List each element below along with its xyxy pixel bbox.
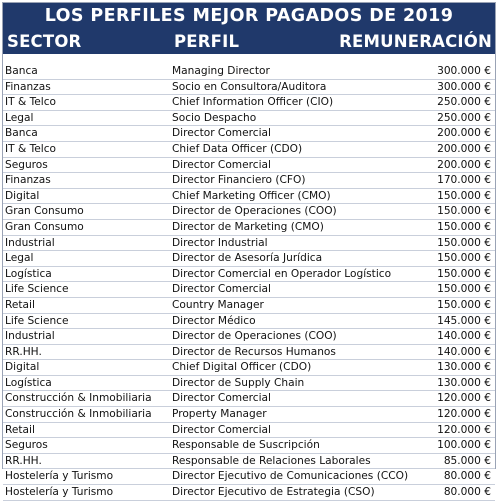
perfil-cell: Director Comercial en Operador Logístico: [172, 267, 392, 280]
sector-cell: IT & Telco: [5, 142, 57, 155]
sector-cell: Banca: [5, 127, 38, 140]
sector-cell: Life Science: [5, 283, 69, 296]
remuneracion-cell: 150.000 €: [437, 267, 491, 280]
perfil-cell: Property Manager: [172, 408, 267, 421]
table-row: [3, 485, 495, 501]
sector-cell: Retail: [5, 423, 35, 436]
perfil-cell: Director Comercial: [172, 392, 271, 405]
table-row: [3, 282, 495, 298]
sector-cell: Seguros: [5, 158, 48, 171]
remuneracion-cell: 150.000 €: [437, 252, 491, 265]
table-row: [3, 95, 495, 111]
table-row: [3, 80, 495, 96]
table-row: [3, 126, 495, 142]
table-row: [3, 469, 495, 485]
sector-cell: Hostelería y Turismo: [5, 470, 114, 483]
table-row: [3, 111, 495, 127]
perfil-cell: Chief Digital Officer (CDO): [172, 361, 312, 374]
sector-cell: Construcción & Inmobiliaria: [5, 392, 152, 405]
sector-cell: Seguros: [5, 439, 48, 452]
sector-cell: RR.HH.: [5, 345, 42, 358]
remuneracion-cell: 80.000 €: [443, 486, 491, 499]
perfil-cell: Director Industrial: [172, 236, 268, 249]
perfil-cell: Socio en Consultora/Auditora: [172, 80, 327, 93]
table-row: [3, 158, 495, 174]
perfil-cell: Managing Director: [172, 65, 270, 77]
sector-cell: Logística: [5, 267, 52, 280]
remuneracion-cell: 200.000 €: [437, 158, 491, 171]
remuneracion-cell: 200.000 €: [437, 142, 491, 155]
sector-cell: Industrial: [5, 236, 55, 249]
remuneracion-cell: 150.000 €: [437, 236, 491, 249]
table-title: LOS PERFILES MEJOR PAGADOS DE 2019: [3, 3, 495, 29]
sector-cell: Legal: [5, 252, 34, 265]
table-row: [3, 376, 495, 392]
table-row: [3, 345, 495, 361]
sector-cell: RR.HH.: [5, 454, 42, 467]
sector-cell: Gran Consumo: [5, 220, 84, 233]
perfil-cell: Country Manager: [172, 298, 264, 311]
perfil-cell: Director Médico: [172, 314, 256, 327]
sector-cell: Hostelería y Turismo: [5, 486, 114, 499]
table-row: [3, 454, 495, 470]
perfil-cell: Director de Operaciones (COO): [172, 330, 337, 343]
table-row: [3, 204, 495, 220]
table-row: [3, 173, 495, 189]
salary-table: [2, 2, 496, 499]
remuneracion-cell: 130.000 €: [437, 376, 491, 389]
sector-cell: Logística: [5, 376, 52, 389]
table-row: [3, 391, 495, 407]
perfil-cell: Director de Supply Chain: [172, 376, 305, 389]
perfil-cell: Director de Operaciones (COO): [172, 205, 337, 218]
perfil-cell: Responsable de Relaciones Laborales: [172, 454, 371, 467]
sector-cell: Gran Consumo: [5, 205, 84, 218]
perfil-cell: Chief Information Officer (CIO): [172, 96, 334, 109]
remuneracion-cell: 150.000 €: [437, 205, 491, 218]
perfil-cell: Director de Recursos Humanos: [172, 345, 336, 358]
remuneracion-cell: 150.000 €: [437, 189, 491, 202]
table-row: [3, 314, 495, 330]
remuneracion-cell: 150.000 €: [437, 220, 491, 233]
perfil-cell: Socio Despacho: [172, 111, 257, 124]
remuneracion-cell: 120.000 €: [437, 392, 491, 405]
remuneracion-cell: 100.000 €: [437, 439, 491, 452]
sector-cell: Finanzas: [5, 174, 51, 187]
table-row: [3, 329, 495, 345]
remuneracion-cell: 80.000 €: [443, 470, 491, 483]
table-row: [3, 267, 495, 283]
remuneracion-cell: 140.000 €: [437, 330, 491, 343]
column-header-sector: SECTOR: [7, 32, 82, 51]
remuneracion-cell: 250.000 €: [437, 96, 491, 109]
perfil-cell: Director Comercial: [172, 423, 271, 436]
table-row: [3, 407, 495, 423]
perfil-cell: Director Comercial: [172, 283, 271, 296]
table-row: [3, 189, 495, 205]
table-row: [3, 251, 495, 267]
table-row: [3, 220, 495, 236]
sector-cell: Life Science: [5, 314, 69, 327]
remuneracion-cell: 145.000 €: [437, 314, 491, 327]
remuneracion-cell: 140.000 €: [437, 345, 491, 358]
perfil-cell: Director de Marketing (CMO): [172, 220, 324, 233]
perfil-cell: Director Financiero (CFO): [172, 174, 306, 187]
remuneracion-cell: 250.000 €: [437, 111, 491, 124]
column-header-row: [3, 29, 495, 54]
remuneracion-cell: 120.000 €: [437, 423, 491, 436]
sector-cell: IT & Telco: [5, 96, 57, 109]
perfil-cell: Chief Data Officer (CDO): [172, 142, 303, 155]
perfil-cell: Director Comercial: [172, 127, 271, 140]
remuneracion-cell: 120.000 €: [437, 408, 491, 421]
sector-cell: Industrial: [5, 330, 55, 343]
sector-cell: Digital: [5, 189, 40, 202]
sector-cell: Digital: [5, 361, 40, 374]
perfil-cell: Director Ejecutivo de Comunicaciones (CCO): [172, 470, 409, 483]
sector-cell: Banca: [5, 65, 38, 77]
column-header-remuneracion: REMUNERACIÓN: [339, 32, 492, 51]
sector-cell: Construcción & Inmobiliaria: [5, 408, 152, 421]
table-row: [3, 438, 495, 454]
remuneracion-cell: 130.000 €: [437, 361, 491, 374]
table-row: [3, 360, 495, 376]
table-body: [3, 64, 495, 501]
remuneracion-cell: 200.000 €: [437, 127, 491, 140]
perfil-cell: Responsable de Suscripción: [172, 439, 320, 452]
table-row: [3, 236, 495, 252]
perfil-cell: Director Ejecutivo de Estrategia (CSO): [172, 486, 375, 499]
remuneracion-cell: 85.000 €: [443, 454, 491, 467]
sector-cell: Retail: [5, 298, 35, 311]
sector-cell: Legal: [5, 111, 34, 124]
remuneracion-cell: 300.000 €: [437, 80, 491, 93]
sector-cell: Finanzas: [5, 80, 51, 93]
perfil-cell: Director Comercial: [172, 158, 271, 171]
table-row: [3, 423, 495, 439]
table-row: [3, 142, 495, 158]
remuneracion-cell: 300.000 €: [437, 65, 491, 77]
remuneracion-cell: 150.000 €: [437, 283, 491, 296]
table-row: [3, 298, 495, 314]
column-header-perfil: PERFIL: [174, 32, 240, 51]
perfil-cell: Director de Asesoría Jurídica: [172, 252, 323, 265]
remuneracion-cell: 150.000 €: [437, 298, 491, 311]
perfil-cell: Chief Marketing Officer (CMO): [172, 189, 331, 202]
table-row: [3, 64, 495, 80]
remuneracion-cell: 170.000 €: [437, 174, 491, 187]
